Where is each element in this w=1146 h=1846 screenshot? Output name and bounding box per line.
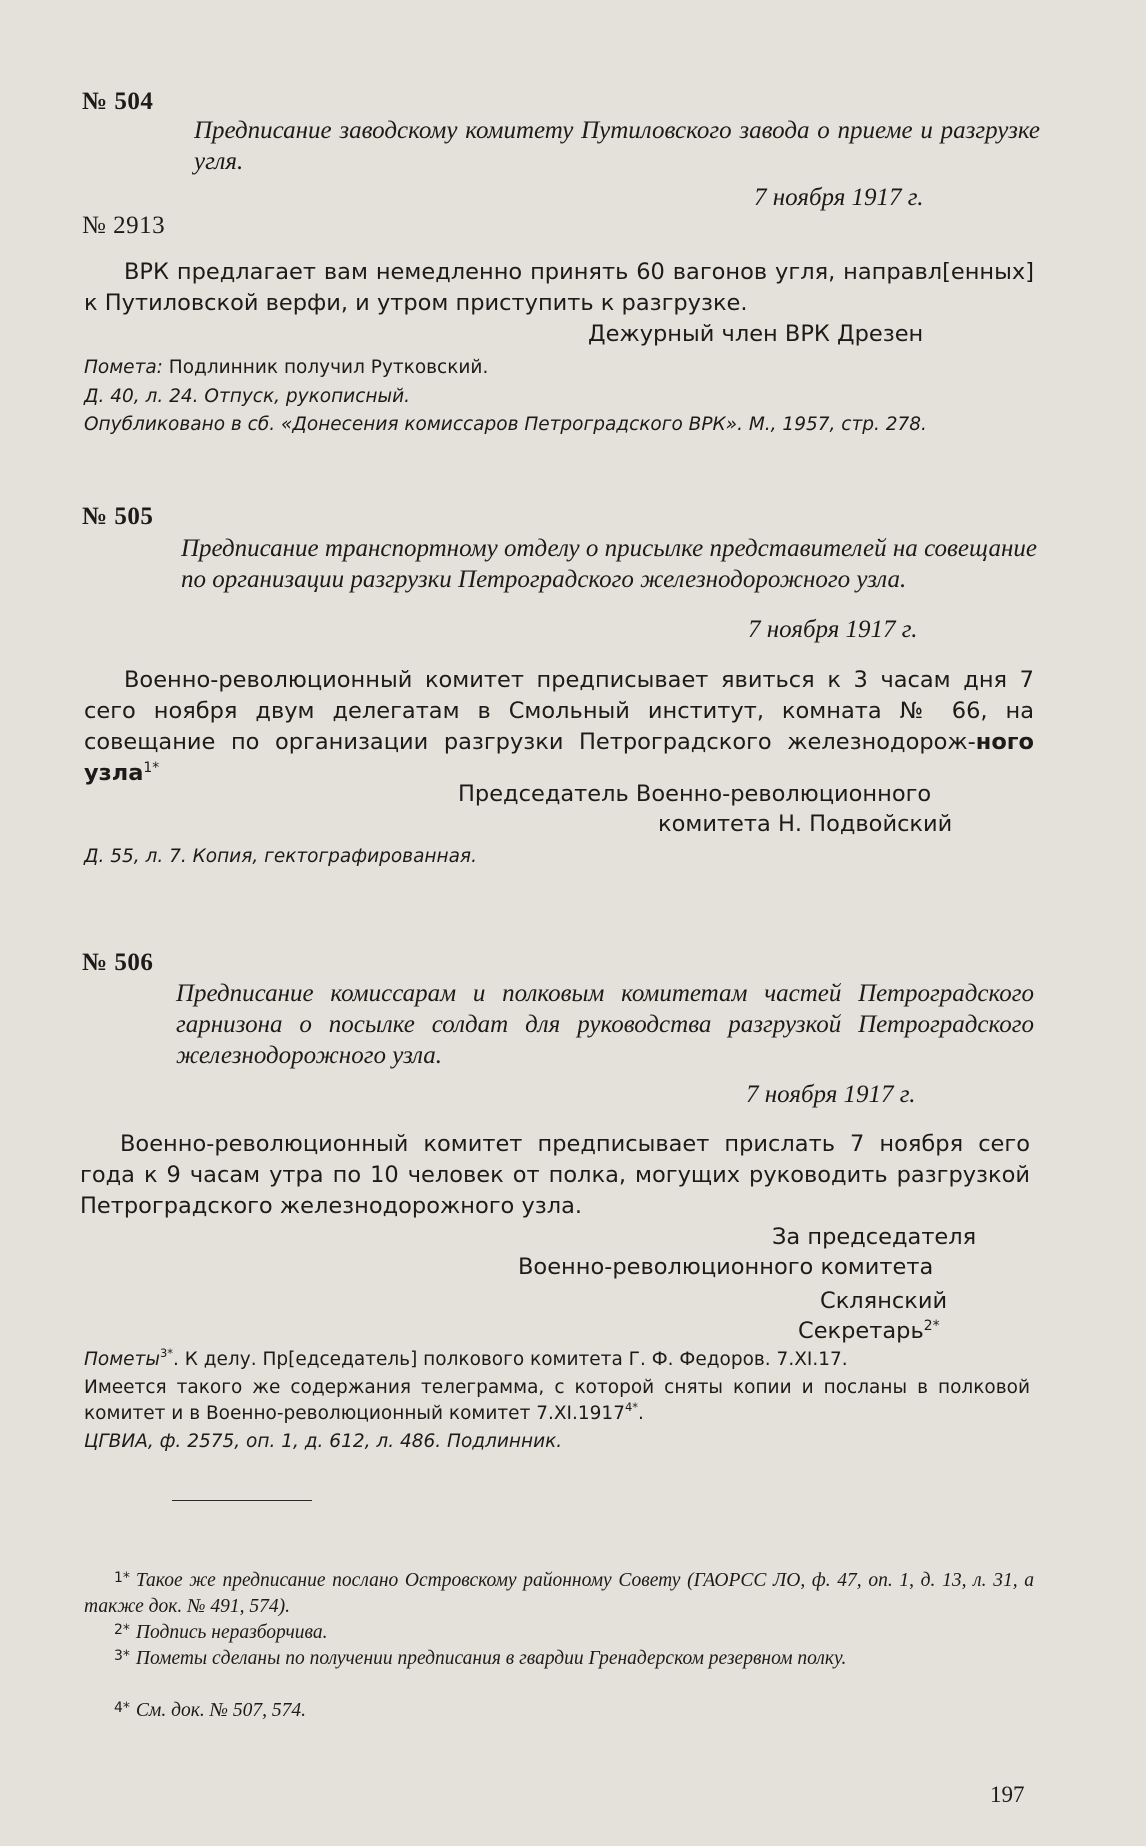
footnote-2-mark: 2*	[114, 1622, 130, 1638]
doc-505-text-main: Военно-революционный комитет предписывает явиться к 3 часам дня 7 сего ноября двум делегатам в Смольный институт, комната № 66, на совещание по организации разгрузки Петроградского железнодорож-	[84, 667, 1034, 755]
doc-506-telegram-ref: 4*	[624, 1400, 638, 1414]
doc-505-date: 7 ноября 1917 г.	[748, 616, 918, 643]
doc-506-signature-line-1: За председателя	[772, 1224, 977, 1250]
doc-505-text-end: ного узла	[84, 729, 1034, 786]
footnote-divider	[172, 1500, 312, 1501]
doc-504-mark-label: Помета:	[84, 357, 163, 378]
doc-506-secretary-ref: 2*	[923, 1318, 940, 1334]
doc-504-mark-text: Подлинник получил Рутковский.	[162, 357, 489, 378]
page-number: 197	[990, 1782, 1025, 1807]
doc-505-signature-line-1: Председатель Военно-революционного	[458, 781, 932, 807]
footnote-3-mark: 3*	[114, 1648, 130, 1664]
footnote-1-text: Такое же предписание послано Островскому районному Совету (ГАОРСС ЛО, ф. 47, оп. 1, д. 13, л. 31, а также док. № 491, 574).	[84, 1570, 1034, 1617]
doc-504-number: № 504	[82, 88, 154, 115]
doc-506-title: Предписание комиссарам и полковым комитетам частей Петроградского гарнизона о посылке солдат для руководства разгрузкой Петроградского железнодорожного узла.	[176, 980, 1034, 1069]
footnote-2	[114, 1617, 1034, 1646]
doc-504-mark-note	[84, 355, 488, 381]
footnote-2-text: Подпись неразборчива.	[135, 1622, 328, 1643]
footnote-1-mark: 1*	[114, 1570, 130, 1586]
doc-504-publication: Опубликовано в сб. «Донесения комиссаров Петроградского ВРК». М., 1957, стр. 278.	[84, 414, 927, 435]
doc-505-text	[84, 665, 1034, 789]
doc-506-number: № 506	[82, 949, 154, 976]
doc-506-telegram-text: Имеется такого же содержания телеграмма, с которой сняты копии и посланы в полковой комитет и в Военно-революционный комитет 7.XI.1917	[84, 1377, 1030, 1424]
doc-506-text: Военно-революционный комитет предписывает прислать 7 ноября сего года к 9 часам утра по 10 человек от полка, могущих руководить разгрузкой Петроградского железнодорожного узла.	[80, 1131, 1030, 1219]
footnote-4	[114, 1695, 1034, 1724]
doc-506-marks	[84, 1347, 848, 1373]
doc-504-out-number: № 2913	[82, 212, 166, 239]
footnote-3	[84, 1643, 1034, 1672]
doc-504-signature: Дежурный член ВРК Дрезен	[588, 321, 924, 347]
footnote-3-text: Пометы сделаны по получении предписания в гвардии Гренадерском резервном полку.	[135, 1648, 847, 1669]
doc-505-title: Предписание транспортному отделу о присылке представителей на совещание по организации разгрузки Петроградского железнодорожного узла.	[181, 535, 1037, 593]
doc-505-archive: Д. 55, л. 7. Копия, гектографированная.	[84, 846, 477, 867]
doc-506-telegram-note: Имеется такого же содержания телеграмма, с которой сняты копии и посланы в полковой комитет и в Военно-революционный комитет $7.XI.1917^{4*}$.	[84, 1377, 1030, 1424]
doc-506-signature-line-2: Военно-революционного комитета	[518, 1254, 934, 1280]
doc-504-archive: Д. 40, л. 24. Отпуск, рукописный.	[84, 386, 410, 407]
doc-506-marks-label: Пометы	[84, 1349, 160, 1370]
doc-505-number: № 505	[82, 503, 154, 530]
footnote-4-text: См. док. № 507, 574.	[135, 1700, 306, 1721]
doc-504-text: ВРК предлагает вам немедленно принять 60 вагонов угля, направл[енных] к Путиловской верфи, и утром приступить к разгрузке.	[84, 259, 1034, 316]
doc-506-secretary	[798, 1316, 940, 1347]
doc-506-archive: ЦГВИА, ф. 2575, оп. 1, д. 612, л. 486. Подлинник.	[84, 1431, 563, 1452]
footnote-4-mark: 4*	[114, 1700, 130, 1716]
doc-504-title: Предписание заводскому комитету Путиловского завода о приеме и разгрузке угля.	[194, 117, 1040, 175]
doc-506-signature-line-3: Склянский	[820, 1288, 948, 1314]
doc-505-signature-line-2: комитета Н. Подвойский	[658, 811, 953, 837]
doc-506-secretary-label: Секретарь	[798, 1318, 924, 1344]
doc-506-date: 7 ноября 1917 г.	[746, 1081, 916, 1108]
doc-504-date: 7 ноября 1917 г.	[754, 184, 924, 211]
doc-506-marks-text: . К делу. Пр[едседатель] полкового комитета Г. Ф. Федоров. 7.XI.17.	[172, 1349, 848, 1370]
doc-506-marks-ref: 3*	[159, 1346, 173, 1360]
footnote-1	[84, 1565, 1034, 1620]
doc-505-footnote-ref: 1*	[143, 760, 160, 776]
